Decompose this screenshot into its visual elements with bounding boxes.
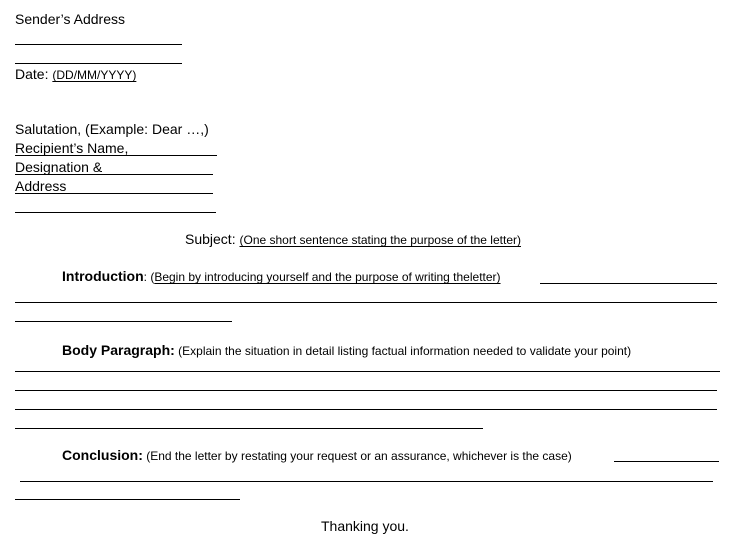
introduction-line-1: [15, 302, 717, 303]
recipient-name-line: [15, 155, 217, 156]
recipient-address-label: Address: [15, 178, 67, 194]
date-row: [15, 67, 136, 83]
date-label: Date:: [15, 66, 53, 82]
recipient-designation-label: Designation &: [15, 159, 103, 175]
body-line-4: [15, 428, 483, 429]
conclusion-line-0: [614, 461, 719, 462]
body-paragraph-label: Body Paragraph:: [62, 342, 175, 358]
sender-address-line-1: [15, 44, 182, 45]
introduction-label: Introduction: [62, 268, 144, 284]
body-paragraph-row: [62, 343, 631, 359]
introduction-hint: Begin by introducing yourself and the purpose of writing theletter): [154, 270, 501, 284]
subject-label: Subject:: [185, 231, 240, 247]
conclusion-label: Conclusion:: [62, 447, 143, 463]
salutation-text: Salutation, (Example: Dear …,): [15, 121, 209, 137]
closing-text: Thanking you.: [321, 518, 409, 534]
recipient-address-line-2: [15, 212, 216, 213]
introduction-colon: : (: [143, 270, 155, 284]
introduction-line-2: [15, 321, 232, 322]
recipient-address-line-1: [15, 193, 213, 194]
subject-row: [185, 232, 521, 248]
date-format-hint: (DD/MM/YYYY): [52, 68, 137, 82]
sender-address-line-2: [15, 63, 182, 64]
introduction-line-0: [540, 283, 717, 284]
conclusion-hint: (End the letter by restating your request or an assurance, whichever is the case): [142, 449, 572, 463]
recipient-name-label: Recipient’s Name,: [15, 140, 129, 156]
introduction-row: [62, 269, 501, 285]
body-line-1: [15, 371, 720, 372]
body-line-3: [15, 409, 717, 410]
subject-hint: (One short sentence stating the purpose of the letter): [239, 233, 521, 247]
conclusion-line-2: [15, 499, 240, 500]
conclusion-line-1: [20, 481, 713, 482]
sender-address-label: Sender’s Address: [15, 11, 125, 27]
conclusion-row: [62, 448, 572, 464]
body-paragraph-hint: (Explain the situation in detail listing factual information needed to validate your point): [174, 344, 632, 358]
recipient-designation-line: [15, 174, 213, 175]
body-line-2: [15, 390, 717, 391]
